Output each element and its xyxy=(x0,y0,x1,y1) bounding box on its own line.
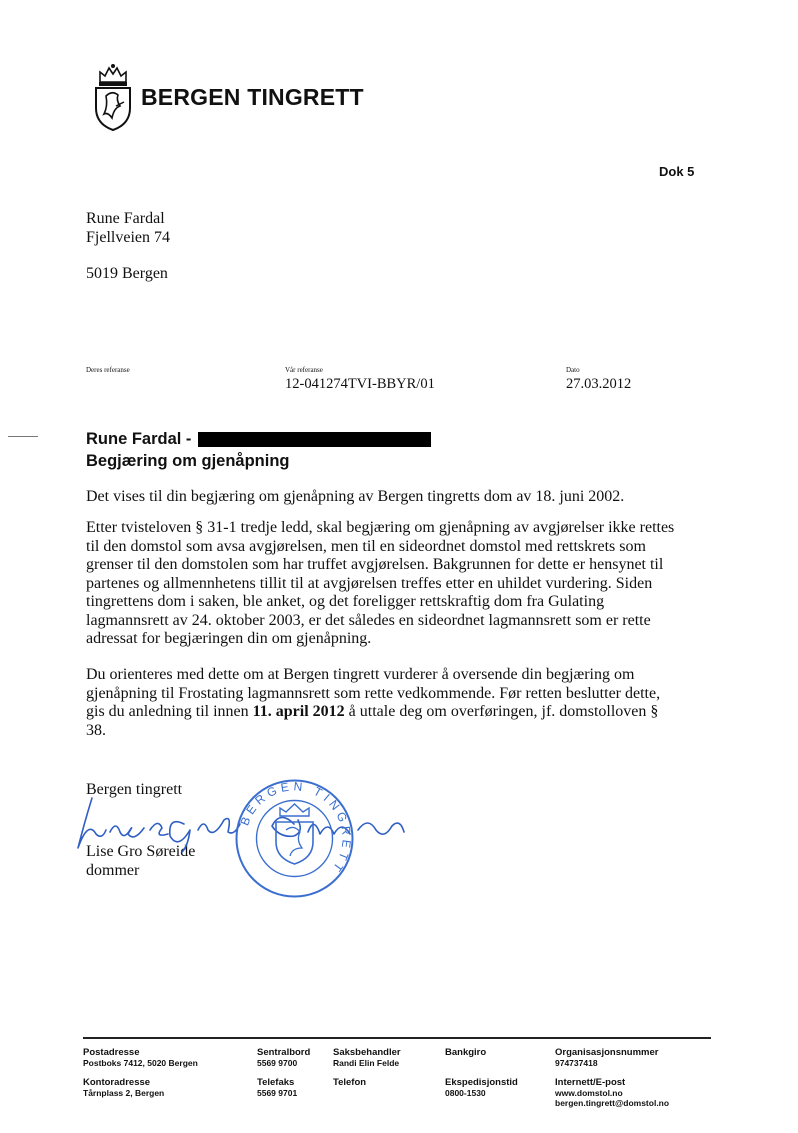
their-reference-label: Deres referanse xyxy=(86,366,130,374)
court-stamp xyxy=(232,776,357,901)
redaction-bar xyxy=(198,432,431,447)
recipient-city: 5019 Bergen xyxy=(86,265,168,282)
signer-title: dommer xyxy=(86,862,140,879)
footer-ekspedisjonstid xyxy=(445,1078,518,1098)
stamp-text: BERGEN TINGRETT xyxy=(237,779,354,878)
telefaks-value: 5569 9701 xyxy=(257,1088,298,1098)
postadresse-label: Postadresse xyxy=(83,1047,140,1058)
orgnr-label: Organisasjonsnummer xyxy=(555,1047,659,1058)
email-link[interactable]: bergen.tingrett@domstol.no xyxy=(555,1098,670,1108)
footer-telefon xyxy=(333,1078,366,1088)
body-paragraph-1: Det vises til din begjæring om gjenåpning av Bergen tingretts dom av 18. juni 2002. xyxy=(86,488,625,505)
footer-postadresse xyxy=(83,1048,198,1068)
footer-bankgiro xyxy=(445,1048,486,1058)
body-paragraph-3-part-b: å uttale deg om overføringen, jf. domstolloven § 38. xyxy=(86,703,659,739)
telefon-label: Telefon xyxy=(333,1077,367,1088)
signer-name: Lise Gro Søreide xyxy=(86,843,196,860)
kontoradresse-value: Tårnplass 2, Bergen xyxy=(83,1088,165,1098)
footer-internett xyxy=(555,1078,669,1108)
court-name: BERGEN TINGRETT xyxy=(141,84,364,110)
bankgiro-label: Bankgiro xyxy=(445,1047,487,1058)
coat-of-arms-logo xyxy=(92,62,134,132)
website-link[interactable]: www.domstol.no xyxy=(555,1088,623,1098)
footer-sentralbord xyxy=(257,1048,310,1068)
recipient-street: Fjellveien 74 xyxy=(86,229,170,246)
fold-mark xyxy=(8,436,38,437)
kontoradresse-label: Kontoradresse xyxy=(83,1077,151,1088)
ekspedisjonstid-label: Ekspedisjonstid xyxy=(445,1077,518,1088)
ekspedisjonstid-value: 0800-1530 xyxy=(445,1088,486,1098)
footer-orgnr xyxy=(555,1048,658,1068)
sentralbord-label: Sentralbord xyxy=(257,1047,311,1058)
footer-kontoradresse xyxy=(83,1078,164,1098)
body-paragraph-3 xyxy=(86,666,676,740)
orgnr-value: 974737418 xyxy=(555,1058,598,1068)
body-paragraph-3-part-a: Du orienteres med dette om at Bergen tingrett vurderer å oversende din begjæring om gjenåpning til Frostating lagmannsrett som rette vedkommende. Før retten beslutter dette, gis du anledning til innen xyxy=(86,666,661,720)
date-value: 27.03.2012 xyxy=(566,376,632,392)
document-id: Dok 5 xyxy=(659,164,695,179)
telefaks-label: Telefaks xyxy=(257,1077,295,1088)
deadline-date: 11. april 2012 xyxy=(252,703,345,720)
subject-line-1: Rune Fardal - xyxy=(86,430,192,448)
our-reference-value: 12-041274TVI-BBYR/01 xyxy=(285,376,435,392)
internett-label: Internett/E-post xyxy=(555,1077,626,1088)
sentralbord-value: 5569 9700 xyxy=(257,1058,298,1068)
signature-court: Bergen tingrett xyxy=(86,781,183,798)
body-paragraph-2: Etter tvisteloven § 31-1 tredje ledd, skal begjæring om gjenåpning av avgjørelser ikke rettes til den domstol som avsa avgjørelsen, men til en sideordnet domstol med rettskrets som grenser til den domstolen som har truffet avgjørelsen. Bakgrunnen for dette er hensynet til partenes og allmennhetens tillit til at avgjørelsen treffes etter en uhildet vurdering. Siden tingrettens dom i saken, ble anket, og det foreligger rettskraftig dom fra Gulating lagmannsrett av 24. oktober 2003, er det således en sideordnet lagmannsrett som er rette adressat for begjæringen din om gjenåpning. xyxy=(86,519,675,647)
recipient-name: Rune Fardal xyxy=(86,210,165,227)
saksbehandler-label: Saksbehandler xyxy=(333,1047,401,1058)
saksbehandler-value: Randi Elin Felde xyxy=(333,1058,400,1068)
footer-telefaks xyxy=(257,1078,297,1098)
subject-line-2: Begjæring om gjenåpning xyxy=(86,452,290,470)
date-label: Dato xyxy=(566,366,580,374)
footer-saksbehandler xyxy=(333,1048,401,1068)
our-reference-label: Vår referanse xyxy=(285,366,323,374)
footer-divider xyxy=(83,1037,711,1039)
postadresse-value: Postboks 7412, 5020 Bergen xyxy=(83,1058,198,1068)
